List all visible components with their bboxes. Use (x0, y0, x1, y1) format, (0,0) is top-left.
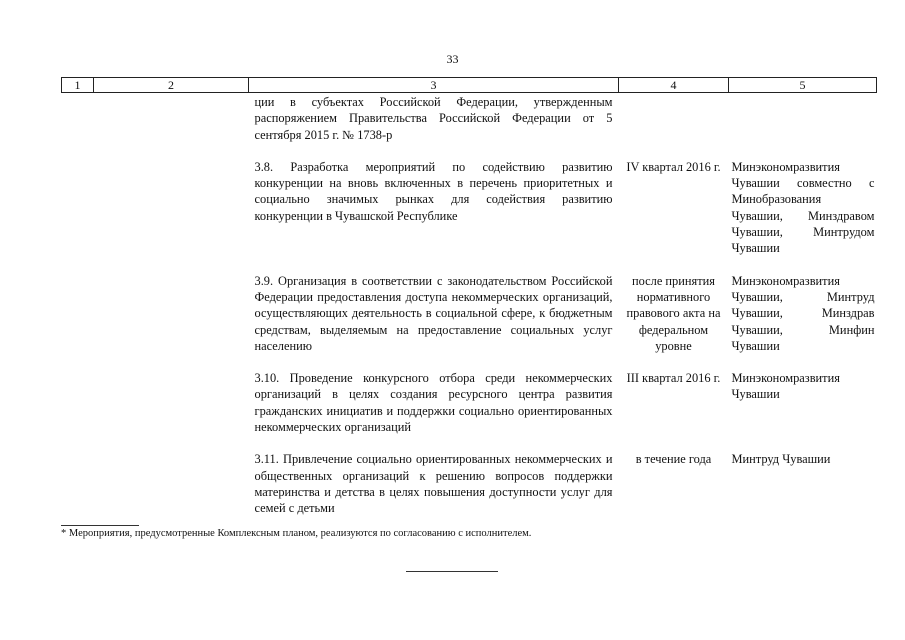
continuation-text: ции в субъектах Российской Федерации, утвержденным распоряжением Правительства Российской Федерации от 5 сентября 2015 г. № 1738-р (254, 95, 613, 142)
term-cell: в течение года (635, 452, 712, 467)
column-header: 1 (62, 78, 94, 93)
column-header: 3 (249, 78, 619, 93)
table-row (62, 273, 877, 370)
page-number: 33 (446, 52, 459, 66)
term-cell: IV квартал 2016 г. (626, 159, 721, 174)
measure-cell: 3.9. Организация в соответствии с законодательством Российской Федерации предоставления доступа некоммерческих организаций, осуществляющих деятельность в социальной сфере, к бюджетным средствам, выделяемым на предоставление социальных услуг населению (254, 273, 613, 353)
table-row (62, 451, 877, 516)
term-cell: после принятия нормативного правового акта на федеральном уровне (626, 273, 721, 353)
executors-cell: Минэкономразвития Чувашии (731, 371, 840, 402)
executors-cell: Минэкономразвития Чувашии совместно с Минобразования Чувашии, Минздравом Чувашии, Минтрудом Чувашии (731, 159, 875, 256)
column-header: 5 (729, 78, 877, 93)
measure-cell: 3.8. Разработка мероприятий по содействию развитию конкуренции на вновь включенных в перечень приоритетных и социально значимых рынках для содействия развитию конкуренции в Чувашской Республике (254, 159, 613, 223)
column-header: 2 (94, 78, 249, 93)
measure-cell: 3.11. Привлечение социально ориентированных некоммерческих и общественных организаций к решению вопросов поддержки материнства и детства в целях повышения доступности услуг для семей с детьми (254, 452, 613, 516)
term-cell: III квартал 2016 г. (626, 371, 721, 386)
table-row (62, 93, 877, 159)
document-end-line (406, 571, 498, 572)
table-row (62, 370, 877, 451)
footnote: * Мероприятия, предусмотренные Комплексным планом, реализуются по согласованию с исполнителем. (61, 528, 532, 539)
executors-cell: Минтруд Чувашии (731, 452, 831, 467)
measure-cell: 3.10. Проведение конкурсного отбора среди некоммерческих организаций в целях создания ресурсного центра развития гражданских инициатив и поддержки социально ориентированных некоммерческих организаций (254, 371, 613, 435)
footnote-separator (61, 525, 139, 526)
table-header-row (62, 78, 877, 93)
column-header: 4 (619, 78, 729, 93)
table-row (62, 159, 877, 273)
measures-table (61, 77, 876, 517)
executors-cell: Минэкономразвития Чувашии, Минтруд Чувашии, Минздрав Чувашии, Минфин Чувашии (731, 273, 875, 353)
